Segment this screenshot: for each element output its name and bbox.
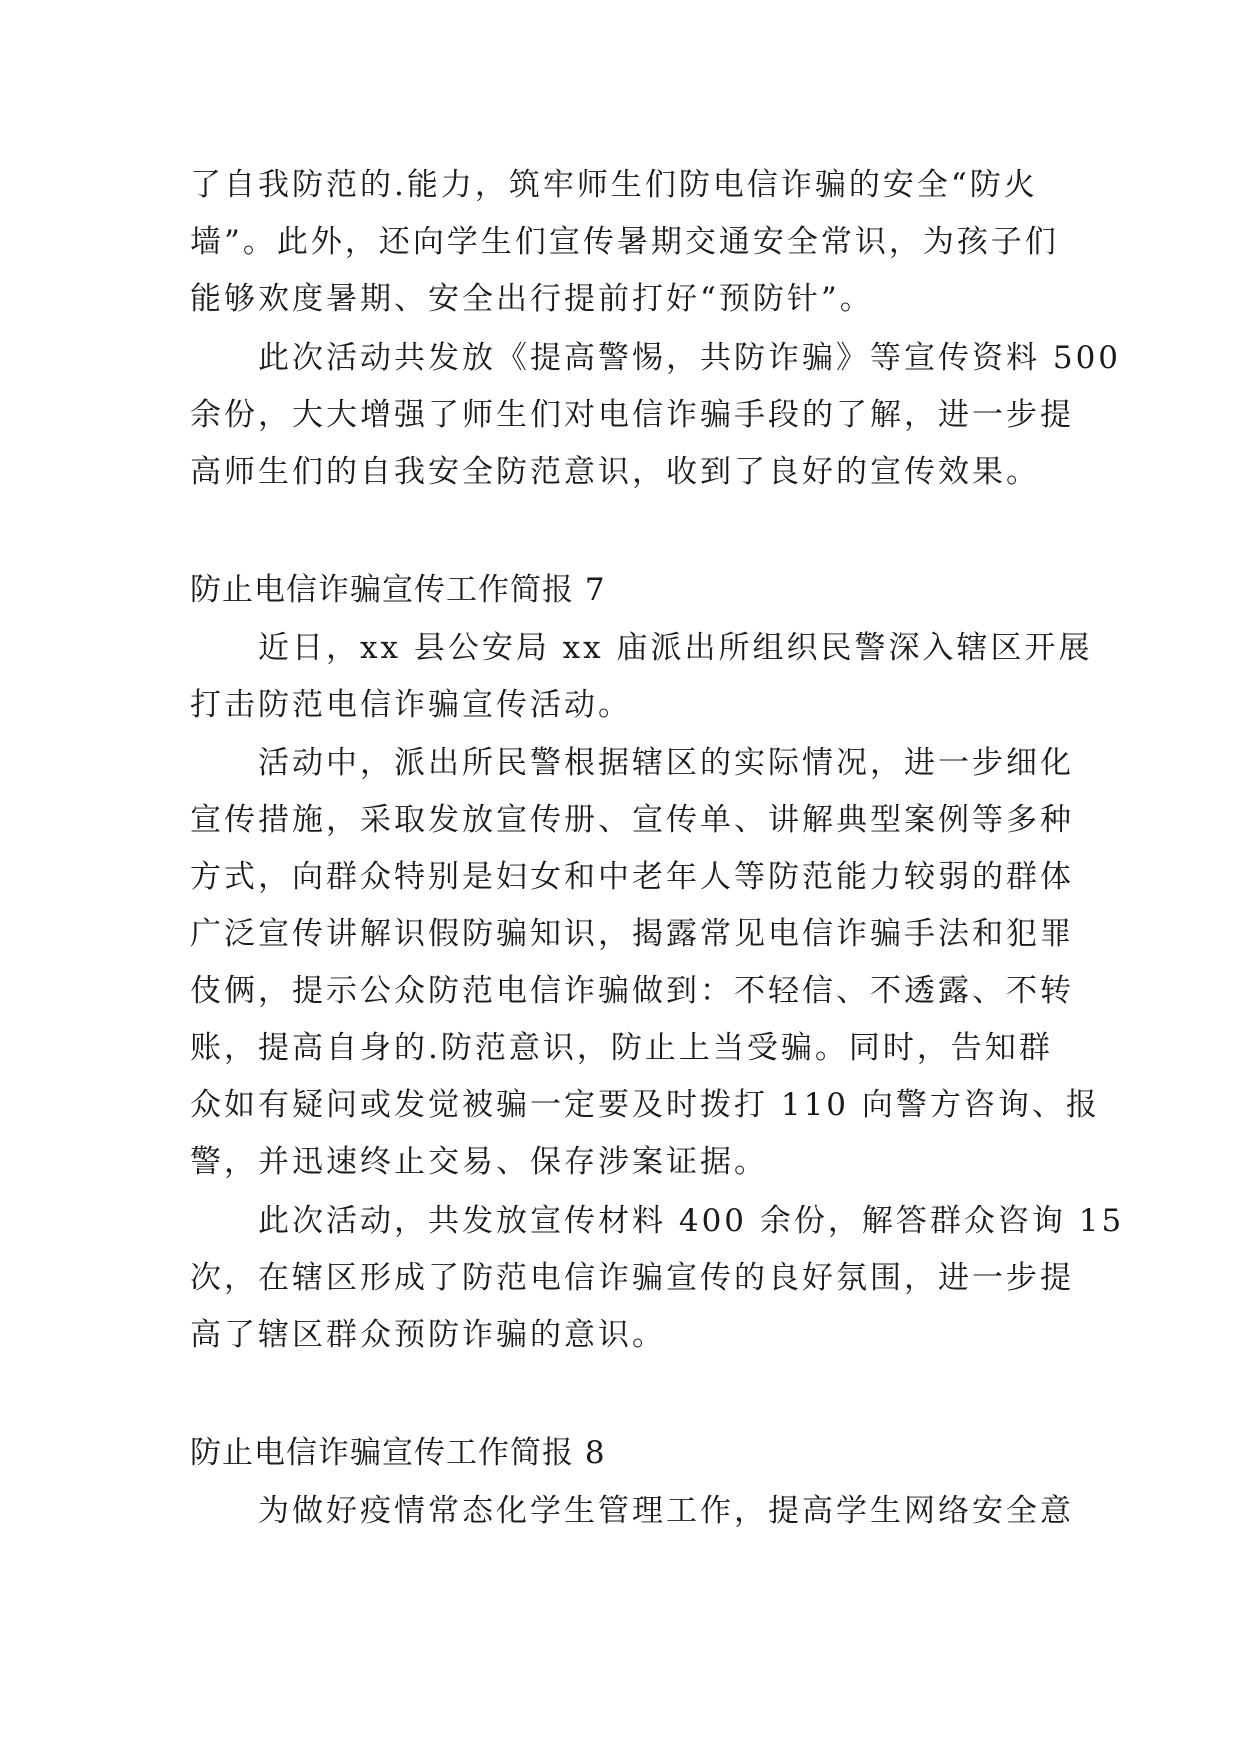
paragraph-line: 伎俩，提示公众防范电信诈骗做到：不轻信、不透露、不转 [190, 973, 1074, 1009]
paragraph-line: 方式，向群众特别是妇女和中老年人等防范能力较弱的群体 [190, 859, 1074, 895]
paragraph-line: 近日，xx 县公安局 xx 庙派出所组织民警深入辖区开展 [258, 630, 1093, 666]
paragraph-line: 能够欢度暑期、安全出行提前打好“预防针”。 [190, 281, 874, 317]
paragraph-line: 警，并迅速终止交易、保存涉案证据。 [190, 1144, 768, 1180]
section-heading: 防止电信诈骗宣传工作简报 8 [190, 1435, 606, 1471]
paragraph-line: 了自我防范的.能力，筑牢师生们防电信诈骗的安全“防火 [190, 167, 1038, 203]
section-heading: 防止电信诈骗宣传工作简报 7 [190, 572, 606, 608]
paragraph-line: 广泛宣传讲解识假防骗知识，揭露常见电信诈骗手法和犯罪 [190, 916, 1074, 952]
paragraph-line: 此次活动共发放《提高警惕，共防诈骗》等宣传资料 500 [258, 340, 1122, 376]
paragraph-line: 众如有疑问或发觉被骗一定要及时拨打 110 向警方咨询、报 [190, 1087, 1100, 1123]
paragraph-line: 宣传措施，采取发放宣传册、宣传单、讲解典型案例等多种 [190, 802, 1074, 838]
paragraph-line: 活动中，派出所民警根据辖区的实际情况，进一步细化 [258, 745, 1074, 781]
paragraph-line: 高师生们的自我安全防范意识，收到了良好的宣传效果。 [190, 454, 1040, 490]
paragraph-line: 此次活动，共发放宣传材料 400 余份，解答群众咨询 15 [258, 1203, 1125, 1239]
paragraph-line: 余份，大大增强了师生们对电信诈骗手段的了解，进一步提 [190, 397, 1074, 433]
paragraph-line: 账，提高自身的.防范意识，防止上当受骗。同时，告知群 [190, 1030, 1053, 1066]
paragraph-line: 打击防范电信诈骗宣传活动。 [190, 687, 632, 723]
paragraph-line: 高了辖区群众预防诈骗的意识。 [190, 1317, 666, 1353]
paragraph-line: 次，在辖区形成了防范电信诈骗宣传的良好氛围，进一步提 [190, 1260, 1074, 1296]
paragraph-line: 墙”。此外，还向学生们宣传暑期交通安全常识，为孩子们 [190, 224, 1059, 260]
paragraph-line: 为做好疫情常态化学生管理工作，提高学生网络安全意 [258, 1493, 1074, 1529]
